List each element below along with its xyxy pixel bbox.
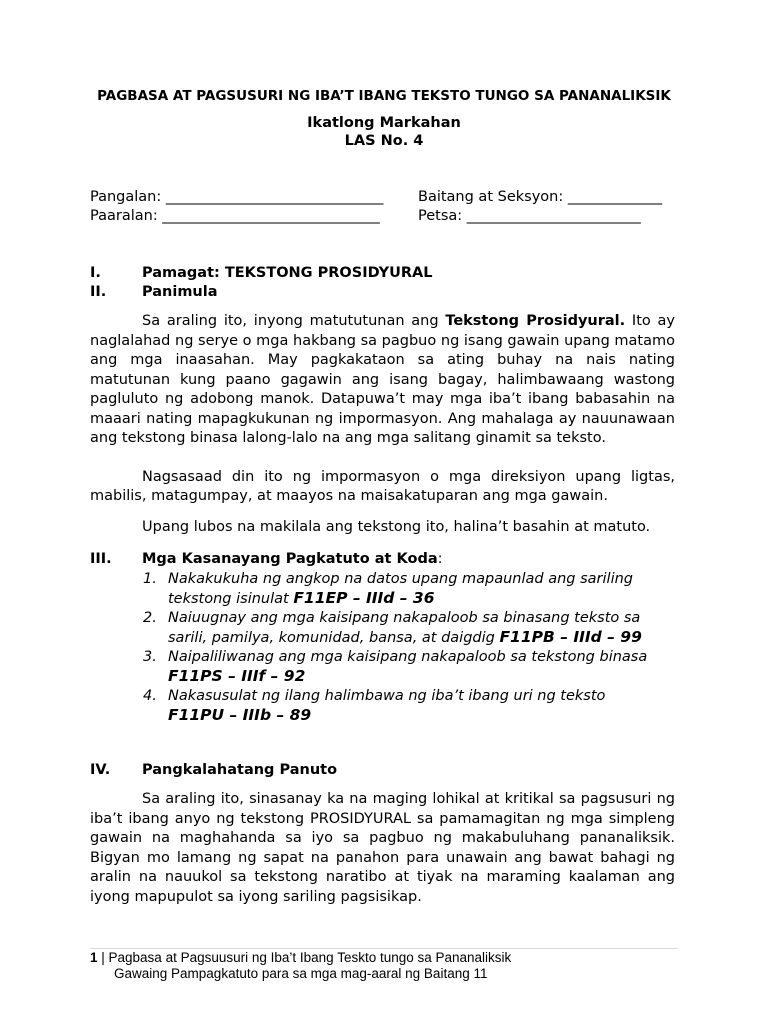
intro-text-a: Sa araling ito, inyong matututunan ang [142,313,446,329]
competency-item [143,648,683,687]
introduction-text [90,312,675,537]
competency-item [143,687,683,726]
grade-section-field[interactable]: Baitang at Seksyon: _____________ [418,189,663,205]
competency-description: Nakasusulat ng ilang halimbawa ng iba’t ibang uri ng teksto [168,688,606,704]
competency-number: 1. [143,571,157,587]
competency-number: 3. [143,649,157,665]
footer-divider [90,948,678,949]
intro-paragraph-1 [90,312,675,449]
section-1-number: I. [90,265,101,281]
competency-text [168,609,683,648]
section-2-number: II. [90,284,107,300]
las-number: LAS No. 4 [344,133,424,149]
page-number: 1 [90,950,98,965]
competency-text [168,687,605,726]
competency-text [168,648,647,687]
competency-code: F11PU – IIIb – 89 [168,706,312,724]
intro-text-b: Ito ay naglalahad ng serye o mga hakbang sa pagbuo ng isang gawain upang matamo ang mga inaasahan. May pagkakataon sa ating buhay na nais nating matutunan kung paano gagawin ang isang bagay, halimbawaang wastong pagluluto ng adobong manok. Datapuwa’t may mga iba’t ibang babasahin na maaari nating mapagkukunan ng impormasyon. Ang mahalaga ay nauunawaan ang tekstong binasa lalong-lalo na ang mga salitang ginamit sa teksto. [90,313,676,446]
competency-item [143,570,683,609]
instructions-paragraph: Sa araling ito, sinasanay ka na maging lohikal at kritikal sa pagsusuri ng iba’t ibang anyo ng tekstong PROSIDYURAL sa pamamagitan ng mga simpleng gawain na maghahanda sa iyo sa pagbuo ng makabuluhang pananaliksik. Bigyan mo lamang ng sapat na panahon para unawain ang bawat bahagi ng aralin na nauukol sa tekstong naratibo at tiyak na maraming kaalaman ang iyong mapupulot sa iyong sariling pagsisikap. [90,791,675,905]
document-title: PAGBASA AT PAGSUSURI NG IBA’T IBANG TEKSTO TUNGO SA PANANALIKSIK [97,88,671,104]
section-3-title: Mga Kasanayang Pagkatuto at Koda [142,551,438,567]
section-2-title: Panimula [142,284,218,300]
competency-description: Naiuugnay ang mga kaisipang nakapaloob sa binasang teksto sa sarili, pamilya, komunidad, bansa, at daigdig [168,610,641,646]
competency-code: F11PB – IIId – 99 [499,628,642,646]
section-1-title: Pamagat: TEKSTONG PROSIDYURAL [142,265,433,281]
footer-subject: | Pagbasa at Pagsuusuri ng Iba’t Ibang Teskto tungo sa Pananaliksik [97,950,512,965]
section-4-title: Pangkalahatang Panuto [142,762,338,778]
page-footer [90,950,511,982]
section-3-colon: : [437,551,443,567]
section-1-heading [90,265,432,281]
section-3-number: III. [90,551,112,567]
section-4-heading [90,762,337,778]
date-field[interactable]: Petsa: ________________________ [418,208,641,224]
section-2-heading [90,284,218,300]
competency-description: Nakakukuha ng angkop na datos upang mapaunlad ang sariling tekstong isinulat [168,571,633,607]
section-4-number: IV. [90,762,111,778]
quarter-label: Ikatlong Markahan [307,115,461,131]
section-3-heading [90,551,443,567]
competency-code: F11PS – IIIf – 92 [168,667,306,685]
school-field[interactable]: Paaralan: ______________________________ [90,208,380,224]
competency-number: 4. [143,688,157,704]
name-field[interactable]: Pangalan: ______________________________ [90,189,384,205]
instructions-text [90,790,675,907]
competency-number: 2. [143,610,157,626]
competency-description: Naipaliliwanag ang mga kaisipang nakapaloob sa tekstong binasa [168,649,648,665]
competency-code: F11EP – IIId – 36 [293,589,435,607]
intro-bold-term: Tekstong Prosidyural. [445,313,626,329]
footer-line-2: Gawaing Pampagkatuto para sa mga mag-aaral ng Baitang 11 [114,966,488,981]
competency-item [143,609,683,648]
footer-line-1 [90,950,511,966]
intro-paragraph-3: Upang lubos na makilala ang tekstong ito, halina’t basahin at matuto. [142,518,651,535]
competency-text [168,570,683,609]
intro-paragraph-2: Nagsasaad din ito ng impormasyon o mga direksiyon upang ligtas, mabilis, matagumpay, at maayos na maisakatuparan ang mga gawain. [90,468,675,504]
competency-list [143,570,683,726]
